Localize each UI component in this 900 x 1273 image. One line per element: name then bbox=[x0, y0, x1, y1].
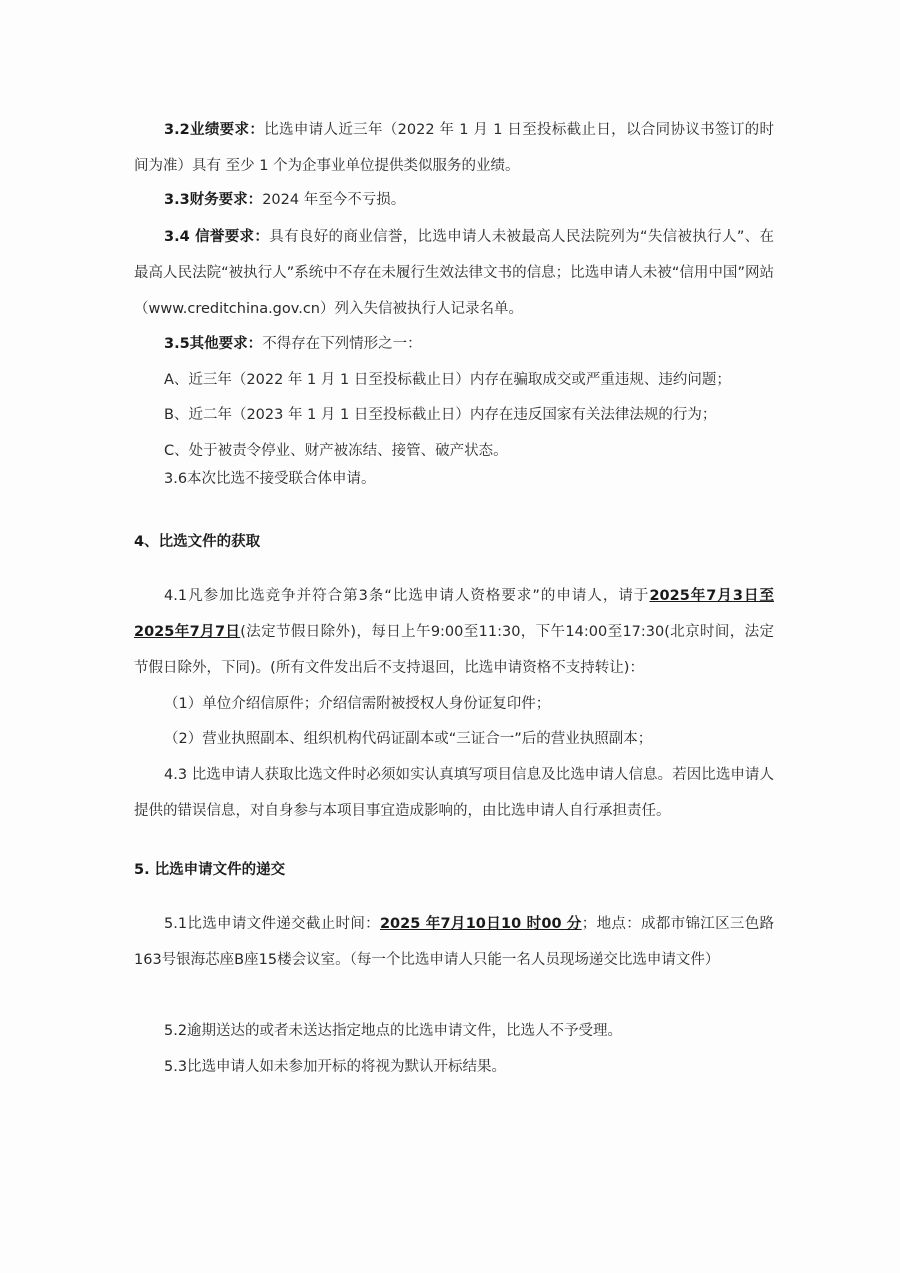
paragraph-3-2 bbox=[134, 112, 774, 184]
text-3-2: 比选申请人近三年（2022 年 1 月 1 日至投标截止日，以合同协议书签订的时间为准）具有 至少 1 个为企事业单位提供类似服务的业绩。 bbox=[134, 122, 774, 174]
text-3-4: 具有良好的商业信誉，比选申请人未被最高人民法院列为“失信被执行人”、在最高人民法院“被执行人”系统中不存在未履行生效法律文书的信息；比选申请人未被“信用中国”网站（www.creditchina.gov.cn）列入失信被执行人记录名单。 bbox=[134, 229, 775, 317]
label-3-5: 3.5其他要求： bbox=[164, 336, 263, 352]
section-heading-4: 4、比选文件的获取 bbox=[134, 534, 261, 550]
text-5-1-post: ；地点：成都市锦江区三色路163号银海芯座B座15楼会议室。（每一个比选申请人只能一名人员现场递交比选申请文件） bbox=[134, 916, 775, 968]
list-item-c: C、处于被责令停业、财产被冻结、接管、破产状态。 bbox=[164, 443, 508, 459]
paragraph-4-3: 4.3 比选申请人获取比选文件时必须如实认真填写项目信息及比选申请人信息。若因比选申请人提供的错误信息，对自身参与本项目事宜造成影响的，由比选申请人自行承担责任。 bbox=[134, 767, 774, 819]
list-item-2: （2）营业执照副本、组织机构代码证副本或“三证合一”后的营业执照副本； bbox=[164, 731, 653, 747]
paragraph-3-3 bbox=[134, 182, 774, 218]
text-4-1-pre: 4.1凡参加比选竞争并符合第3条“比选申请人资格要求”的申请人，请于 bbox=[164, 588, 650, 604]
paragraph-3-6: 3.6本次比选不接受联合体申请。 bbox=[164, 471, 376, 487]
label-3-2: 3.2业绩要求： bbox=[164, 122, 265, 138]
text-3-5: 不得存在下列情形之一： bbox=[262, 336, 422, 352]
date-range-4-1: 2025年7月3日至2025年7月7日 bbox=[134, 588, 774, 640]
paragraph-5-1 bbox=[134, 906, 774, 978]
text-5-1-pre: 5.1比选申请文件递交截止时间： bbox=[164, 916, 380, 932]
label-3-3: 3.3财务要求： bbox=[164, 192, 263, 208]
list-item-1: （1）单位介绍信原件；介绍信需附被授权人身份证复印件； bbox=[164, 696, 551, 712]
paragraph-3-4 bbox=[134, 219, 774, 327]
paragraph-4-1 bbox=[134, 578, 774, 686]
list-item-a: A、近三年（2022 年 1 月 1 日至投标截止日）内存在骗取成交或严重违规、违约问题； bbox=[164, 372, 731, 388]
deadline-5-1: 2025 年7月10日10 时00 分 bbox=[379, 916, 582, 932]
paragraph-3-5 bbox=[134, 326, 774, 362]
text-4-1-post: (法定节假日除外)，每日上午9:00至11:30，下午14:00至17:30(北京时间，法定节假日除外，下同)。(所有文件发出后不支持退回，比选申请资格不支持转让)： bbox=[134, 624, 774, 676]
text-3-3: 2024 年至今不亏损。 bbox=[262, 192, 406, 208]
section-heading-5: 5. 比选申请文件的递交 bbox=[134, 862, 286, 878]
paragraph-5-2: 5.2逾期送达的或者未送达指定地点的比选申请文件，比选人不予受理。 bbox=[164, 1023, 623, 1039]
label-3-4: 3.4 信誉要求： bbox=[164, 229, 270, 245]
list-item-b: B、近二年（2023 年 1 月 1 日至投标截止日）内存在违反国家有关法律法规的行为； bbox=[164, 407, 717, 423]
paragraph-5-3: 5.3比选申请人如未参加开标的将视为默认开标结果。 bbox=[164, 1059, 507, 1075]
